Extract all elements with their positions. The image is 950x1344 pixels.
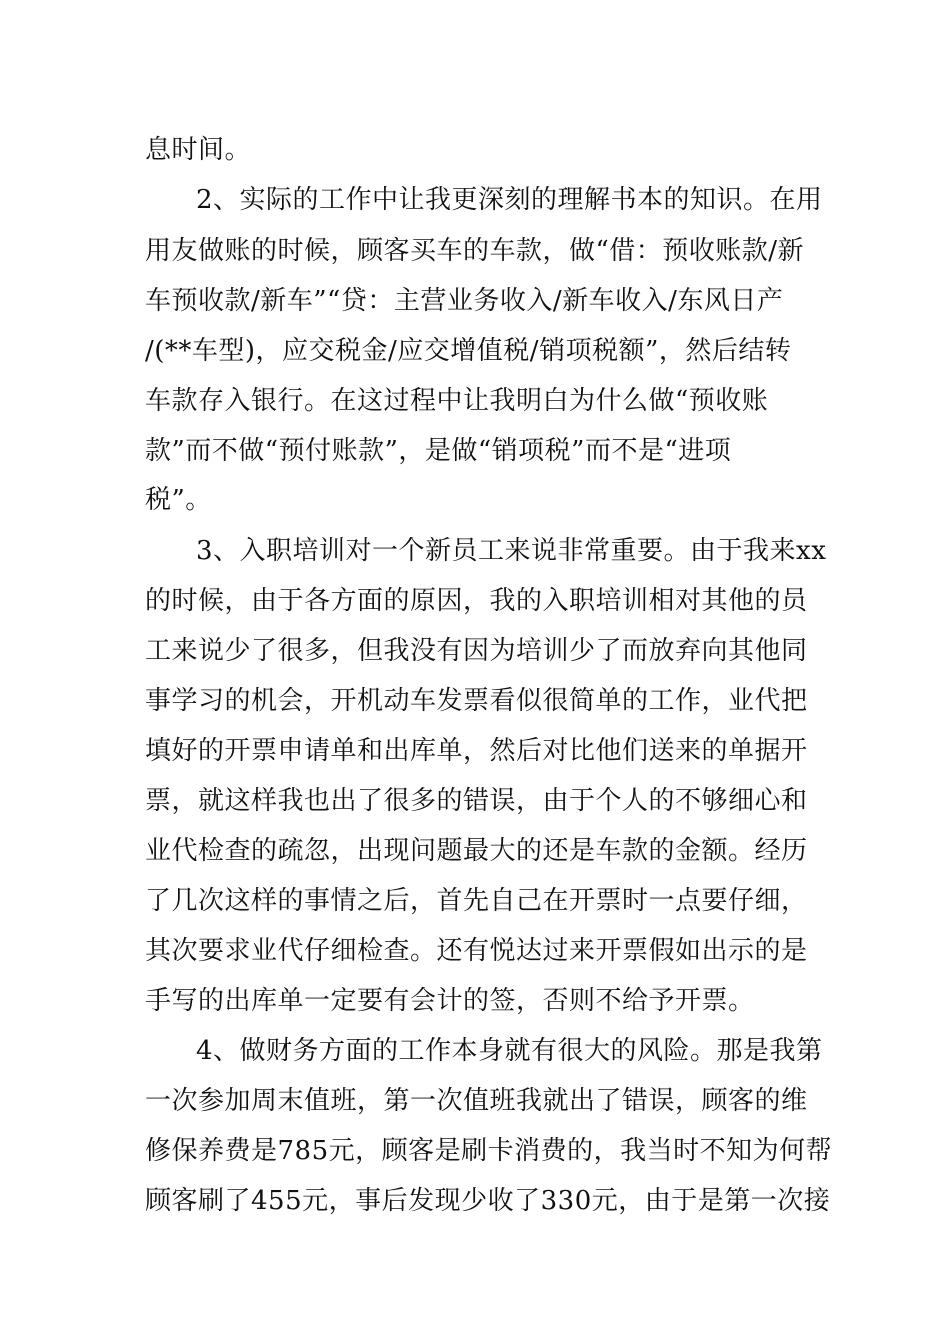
- text-line: 款”而不做“预付账款”，是做“销项税”而不是“进项: [145, 436, 732, 466]
- paragraph-2-first-line: 2、实际的工作中让我更深刻的理解书本的知识。在用: [196, 185, 823, 215]
- text-line: 用友做账的时候，顾客买车的车款，做“借：预收账款/新: [145, 236, 805, 266]
- text-line: 工来说少了很多，但我没有因为培训少了而放弃向其他同: [145, 636, 808, 666]
- text-line: 税”。: [145, 485, 212, 515]
- text-line: 填好的开票申请单和出库单，然后对比他们送来的单据开: [145, 736, 808, 766]
- text-line: 其次要求业代仔细检查。还有悦达过来开票假如出示的是: [145, 936, 808, 966]
- text-line: 票，就这样我也出了很多的错误，由于个人的不够细心和: [145, 786, 808, 816]
- text-line: 车款存入银行。在这过程中让我明白为什么做“预收账: [145, 386, 769, 416]
- text-line: 了几次这样的事情之后，首先自己在开票时一点要仔细，: [145, 886, 808, 916]
- text-line: 修保养费是785元，顾客是刷卡消费的，我当时不知为何帮: [145, 1136, 833, 1166]
- text-line: /(**车型)，应交税金/应交增值税/销项税额”，然后结转: [145, 336, 792, 366]
- text-line: 手写的出库单一定要有会计的签，否则不给予开票。: [145, 986, 755, 1016]
- text-line: 息时间。: [145, 135, 252, 165]
- paragraph-4-first-line: 4、做财务方面的工作本身就有很大的风险。那是我第: [196, 1036, 823, 1066]
- text-line: 事学习的机会，开机动车发票看似很简单的工作，业代把: [145, 686, 808, 716]
- text-line: 业代检查的疏忽，出现问题最大的还是车款的金额。经历: [145, 836, 808, 866]
- text-line: 的时候，由于各方面的原因，我的入职培训相对其他的员: [145, 586, 808, 616]
- paragraph-3-first-line: 3、入职培训对一个新员工来说非常重要。由于我来xx: [196, 536, 827, 566]
- text-line: 车预收款/新车”“贷：主营业务收入/新车收入/东风日产: [145, 286, 784, 316]
- text-line: 顾客刷了455元，事后发现少收了330元，由于是第一次接: [145, 1186, 831, 1216]
- text-line: 一次参加周末值班，第一次值班我就出了错误，顾客的维: [145, 1086, 808, 1116]
